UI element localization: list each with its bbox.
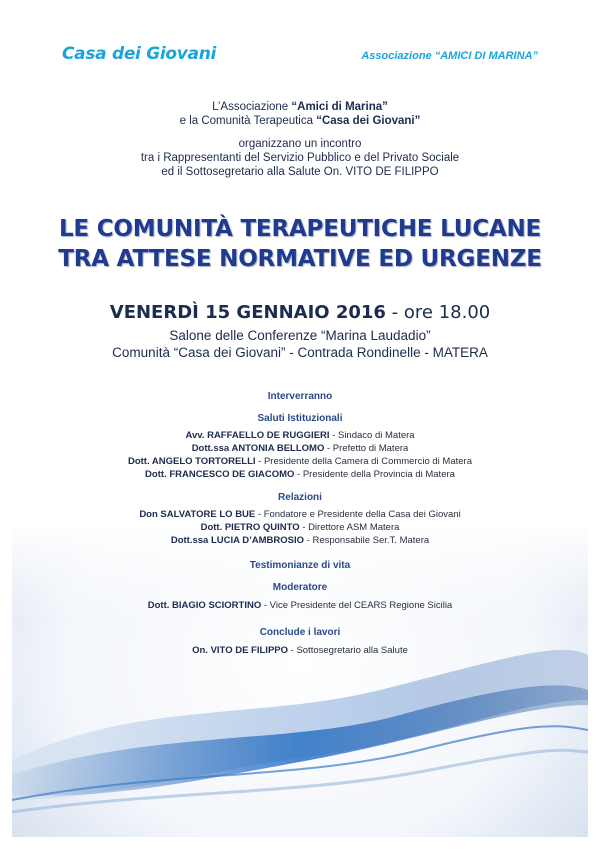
relazioni-person: Dott. PIETRO QUINTO - Direttore ASM Matera (200, 522, 400, 533)
relazioni-person: Dott.ssa LUCIA D’AMBROSIO - Responsabile Ser.T. Matera (170, 535, 430, 546)
saluti-person: Avv. RAFFAELLO DE RUGGIERI - Sindaco di Matera (185, 430, 415, 441)
intro-line-3: organizzano un incontro (238, 138, 362, 150)
moderatore-label: Moderatore (272, 582, 328, 593)
conclude-person: On. VITO DE FILIPPO - Sottosegretario alla Salute (192, 645, 408, 656)
association-name: Associazione “AMICI DI MARINA” (361, 50, 538, 62)
date-text: VENERDÌ 15 GENNAIO 2016 (109, 302, 386, 323)
intro-line-1: L’Associazione “Amici di Marina” (212, 101, 388, 113)
saluti-label: Saluti Istituzionali (257, 413, 343, 424)
saluti-person: Dott.ssa ANTONIA BELLOMO - Prefetto di Matera (191, 443, 409, 454)
time-text: - ore 18.00 (385, 302, 491, 323)
relazioni-person: Don SALVATORE LO BUE - Fondatore e Presidente della Casa dei Giovani (139, 509, 461, 520)
venue-line-1: Salone delle Conferenze “Marina Laudadio” (169, 328, 431, 343)
section-relazioni (0, 492, 600, 547)
casa-dei-giovani-logo: Casa dei Giovani (62, 44, 217, 64)
saluti-person: Dott. ANGELO TORTORELLI - Presidente della Camera di Commercio di Matera (127, 456, 473, 467)
section-conclude (0, 627, 600, 657)
section-interverranno (0, 391, 600, 402)
saluti-person: Dott. FRANCESCO DE GIACOMO - Presidente della Provincia di Matera (145, 469, 455, 480)
moderatore-person: Dott. BIAGIO SCIORTINO - Vice Presidente del CEARS Regione Sicilia (147, 600, 453, 611)
intro-line-5: ed il Sottosegretario alla Salute On. VITO DE FILIPPO (161, 166, 439, 178)
interverranno-label: Interverranno (267, 391, 333, 402)
event-title (0, 214, 600, 274)
intro-line-2: e la Comunità Terapeutica “Casa dei Giovani” (179, 115, 421, 127)
title-line-2: TRA ATTESE NORMATIVE ED URGENZE (58, 246, 542, 272)
conclude-label: Conclude i lavori (259, 627, 341, 638)
venue-line-2: Comunità “Casa dei Giovani” - Contrada Rondinelle - MATERA (112, 345, 488, 360)
section-testimonianze (0, 560, 600, 571)
intro-text (0, 100, 600, 179)
event-date (0, 302, 600, 323)
title-line-1: LE COMUNITÀ TERAPEUTICHE LUCANE (58, 216, 542, 242)
event-venue (0, 327, 600, 361)
relazioni-label: Relazioni (278, 492, 322, 503)
section-saluti (0, 413, 600, 481)
section-moderatore (0, 582, 600, 612)
testimonianze-label: Testimonianze di vita (249, 560, 351, 571)
intro-line-4: tra i Rappresentanti del Servizio Pubblico e del Privato Sociale (140, 152, 460, 164)
